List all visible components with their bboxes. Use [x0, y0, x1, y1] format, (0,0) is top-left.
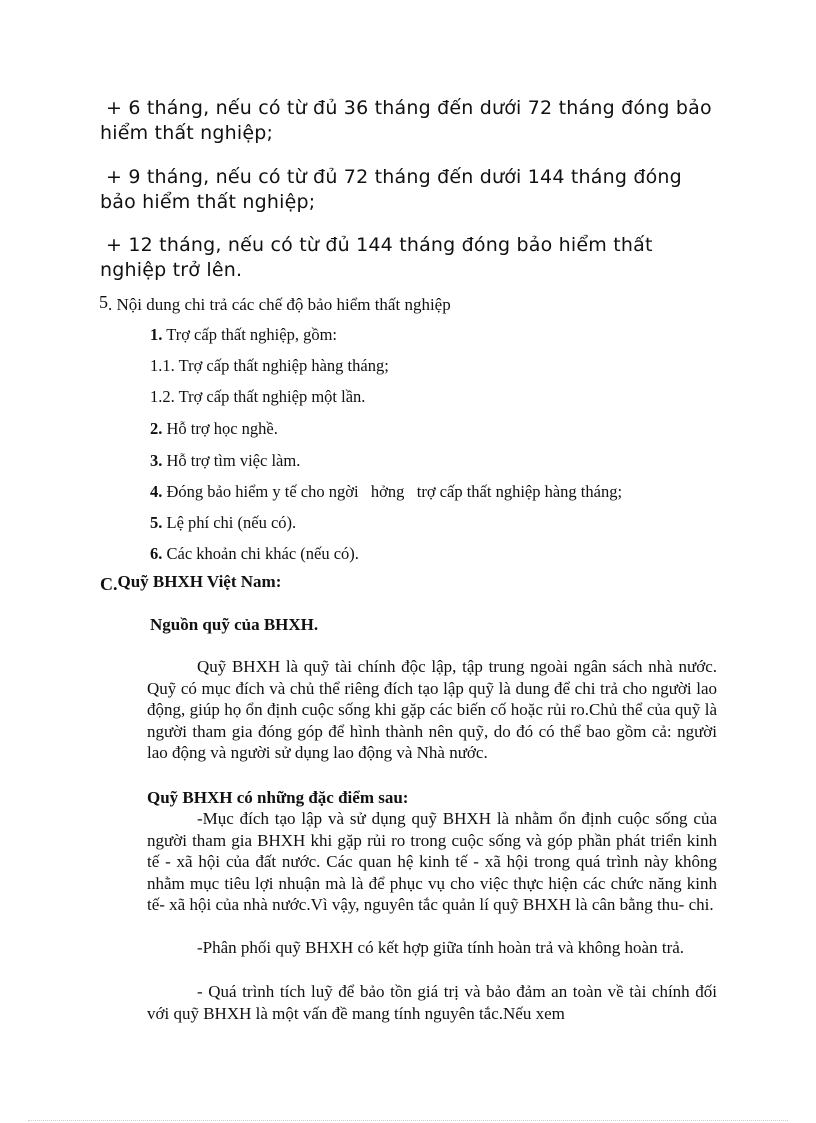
bullet-line: nghiệp trở lên.: [100, 259, 243, 281]
bullet-9-months: [100, 165, 740, 215]
section-5-heading: [99, 292, 451, 315]
bullet-line: + 12 tháng, nếu có từ đủ 144 tháng đóng bảo hiểm thất: [106, 234, 653, 256]
section-c-heading: [100, 572, 281, 595]
bullet-line: + 9 tháng, nếu có từ đủ 72 tháng đến dưới 144 tháng đóng: [106, 166, 682, 188]
subheading: Nguồn quỹ của BHXH.: [150, 615, 319, 634]
section-c-title: Quỹ BHXH Việt Nam:: [117, 572, 282, 591]
bullet-line: + 6 tháng, nếu có từ đủ 36 tháng đến dưới 72 tháng đóng bảo: [106, 97, 712, 119]
paragraph-purpose: -Mục đích tạo lập và sử dụng quỹ BHXH là nhằm ổn định cuộc sống của người tham gia BHXH khi gặp rủi ro trong cuộc sống và góp phần phát triển kinh tế - xã hội của đất nước. Các quan hệ kinh tế - xã hội trong quá trình này không nhằm mục tiêu lợi nhuận mà là để phục vụ cho việc thực hiện các chức năng kinh tế- xã hội của nhà nước.Vì vậy, nguyên tắc quản lí quỹ BHXH là cân bằng thu- chi.: [147, 809, 717, 915]
bullet-line: hiểm thất nghiệp;: [100, 122, 274, 144]
section-c-prefix: C.: [100, 574, 118, 594]
list-item: 1. Trợ cấp thất nghiệp, gồm:: [150, 325, 338, 344]
footer-divider: [28, 1120, 788, 1121]
features-heading: Quỹ BHXH có những đặc điểm sau:: [147, 788, 409, 807]
paragraph-accumulation: - Quá trình tích luỹ để bảo tồn giá trị và bảo đảm an toàn về tài chính đối với quỹ BHXH là một vấn đề mang tính nguyên tắc.Nếu xem: [147, 982, 717, 1023]
list-item: 1.1. Trợ cấp thất nghiệp hàng tháng;: [150, 356, 389, 375]
list-item: 4. Đóng bảo hiểm y tế cho ngời hởng trợ cấp thất nghiệp hàng tháng;: [150, 482, 623, 501]
paragraph-fund-description: Quỹ BHXH là quỹ tài chính độc lập, tập trung ngoài ngân sách nhà nước. Quỹ có mục đích và chủ thể riêng đích tạo lập quỹ là dung để chi trả cho người lao động, giúp họ ổn định cuộc sống khi gặp các biến cố hoặc rủi ro.Chủ thể của quỹ là người tham gia đóng góp để hình thành nên quỹ, do đó có thể bao gồm cả: người lao động và người sử dụng lao động và Nhà nước.: [147, 657, 717, 763]
section-5-number: 5: [99, 292, 108, 312]
bullet-line: bảo hiểm thất nghiệp;: [100, 191, 316, 213]
list-item: 3. Hỗ trợ tìm việc làm.: [150, 451, 301, 470]
list-item: 2. Hỗ trợ học nghề.: [150, 419, 278, 438]
paragraph-distribution: -Phân phối quỹ BHXH có kết hợp giữa tính hoàn trả và không hoàn trả.: [197, 938, 685, 957]
bullet-6-months: [100, 96, 740, 146]
list-item: 5. Lệ phí chi (nếu có).: [150, 513, 297, 532]
section-5-title: . Nội dung chi trả các chế độ bảo hiểm thất nghiệp: [108, 295, 451, 314]
bullet-12-months: [100, 233, 740, 283]
list-item: 6. Các khoản chi khác (nếu có).: [150, 544, 359, 563]
list-item: 1.2. Trợ cấp thất nghiệp một lần.: [150, 387, 366, 406]
